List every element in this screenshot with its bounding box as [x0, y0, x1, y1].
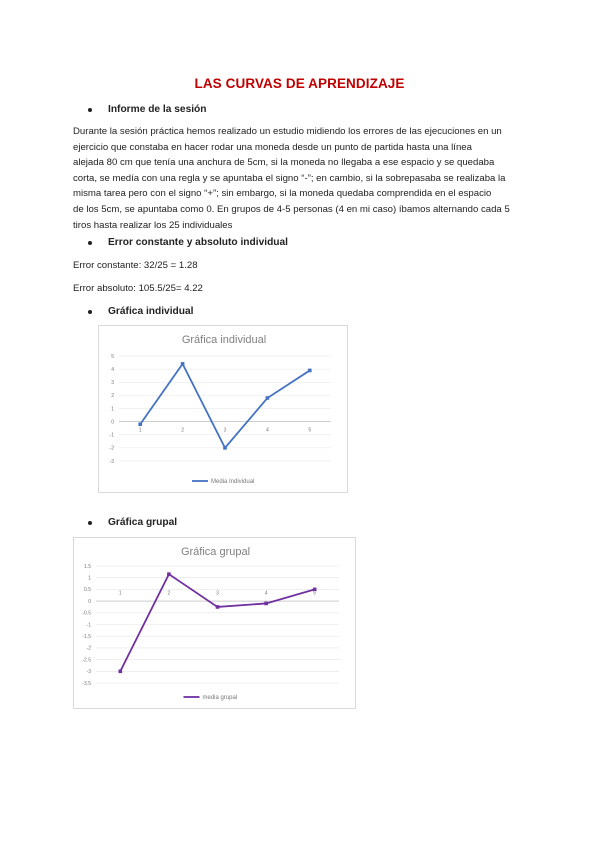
- chart-title: Gráfica grupal: [180, 546, 251, 558]
- x-tick-label: 4: [266, 427, 269, 434]
- y-tick-label: 0: [111, 419, 114, 426]
- y-tick-label: -2: [109, 445, 114, 452]
- paragraph-line: ejercicio que constaba en hacer rodar una moneda desde un punto de partida hasta una línea: [73, 141, 472, 153]
- section-heading-text: Gráfica grupal: [108, 517, 178, 528]
- paragraph-line: misma tarea pero con el signo “+”; sin embargo, si la moneda quedaba comprendida en el espacio: [73, 188, 492, 200]
- paragraph-line: tiros hasta realizar los 25 individuales: [73, 219, 233, 231]
- bullet-icon: [88, 241, 92, 245]
- y-tick-label: -1: [109, 432, 114, 439]
- data-point: [266, 396, 270, 400]
- data-point: [119, 670, 123, 674]
- page-title: LAS CURVAS DE APRENDIZAJE: [194, 76, 405, 91]
- chart-grupal-svg: [74, 538, 357, 710]
- data-point: [308, 369, 312, 373]
- y-tick-label: -2.5: [82, 657, 91, 664]
- y-tick-label: 4: [111, 366, 114, 373]
- bullet-icon: [88, 310, 92, 314]
- y-tick-label: -0.5: [82, 610, 91, 617]
- paragraph-line: corta, se medía con una regla y se apuntaba el signo “-”; en cambio, si la sobrepasaba se realizaba la: [73, 172, 506, 184]
- error-constante: Error constante: 32/25 = 1.28: [73, 260, 198, 271]
- legend-label: media grupal: [202, 695, 238, 701]
- error-absoluto: Error absoluto: 105.5/25= 4.22: [73, 283, 203, 294]
- x-tick-label: 1: [138, 427, 142, 434]
- paragraph-line: de los 5cm, se apuntaba como 0. En grupos de 4-5 personas (4 en mi caso) íbamos alternando cada 5: [73, 203, 510, 215]
- y-tick-label: 0.5: [84, 587, 91, 594]
- section-heading-text: Gráfica individual: [108, 306, 194, 317]
- chart-individual-svg: [99, 326, 349, 494]
- data-point: [138, 422, 142, 426]
- legend-label: Media Individual: [211, 479, 255, 485]
- x-tick-label: 5: [308, 427, 312, 434]
- y-tick-label: 1.5: [84, 563, 91, 570]
- y-tick-label: -2: [86, 645, 91, 652]
- section-heading-text: Informe de la sesión: [108, 104, 207, 115]
- paragraph-line: Durante la sesión práctica hemos realizado un estudio midiendo los errores de las ejecuciones en un: [73, 126, 502, 137]
- data-point: [264, 602, 268, 606]
- data-point: [313, 588, 317, 592]
- x-tick-label: 5: [313, 590, 317, 597]
- y-tick-label: -1: [86, 622, 91, 629]
- x-tick-label: 1: [118, 590, 122, 597]
- paragraph-line: alejada 80 cm que tenía una anchura de 5cm, si la moneda no llegaba a ese espacio y se quedaba: [73, 157, 495, 169]
- data-point: [216, 605, 220, 609]
- data-point: [181, 362, 185, 366]
- chart-grupal: [73, 537, 356, 709]
- data-point: [167, 572, 171, 576]
- y-tick-label: 0: [88, 598, 91, 605]
- x-tick-label: 2: [167, 590, 171, 597]
- y-tick-label: 2: [111, 393, 114, 400]
- y-tick-label: -1.5: [82, 634, 91, 640]
- y-tick-label: 3: [111, 380, 114, 387]
- bullet-icon: [88, 108, 92, 112]
- bullet-icon: [88, 521, 92, 525]
- report-paragraph: [73, 124, 533, 233]
- chart-title: Gráfica individual: [181, 334, 267, 346]
- section-heading-text: Error constante y absoluto individual: [108, 237, 289, 248]
- chart-individual: [98, 325, 348, 493]
- x-tick-label: 4: [264, 590, 268, 597]
- series-line: [120, 574, 317, 671]
- y-tick-label: 5: [111, 353, 114, 360]
- series-line: [140, 364, 310, 448]
- y-tick-label: 1: [88, 575, 91, 582]
- x-tick-label: 3: [216, 590, 219, 597]
- y-tick-label: -3: [109, 458, 114, 465]
- y-tick-label: 1: [111, 406, 114, 413]
- y-tick-label: -3.5: [82, 680, 91, 687]
- data-point: [223, 446, 227, 450]
- x-tick-label: 3: [223, 427, 227, 434]
- x-tick-label: 2: [181, 427, 184, 434]
- y-tick-label: -3: [86, 669, 91, 676]
